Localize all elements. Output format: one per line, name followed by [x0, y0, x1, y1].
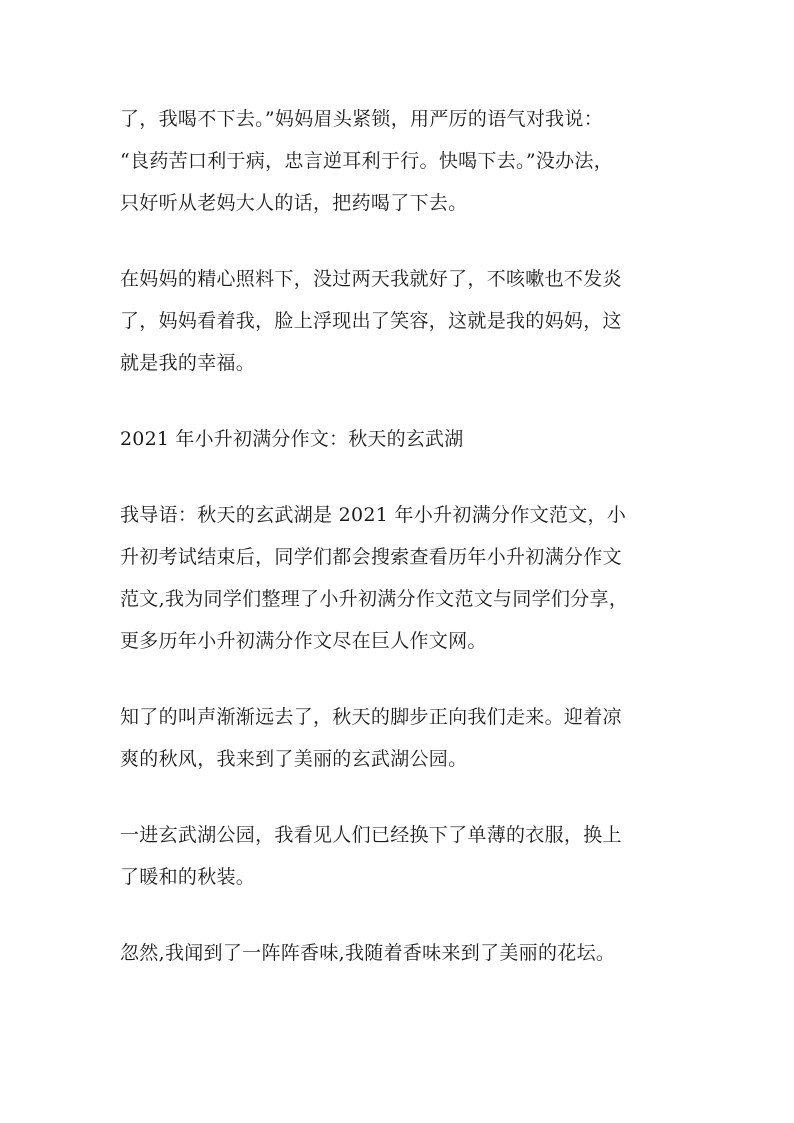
text-line: 在妈妈的精心照料下，没过两天我就好了，不咳嗽也不发炎	[120, 268, 622, 290]
text-line: “良药苦口利于病，忠言逆耳利于行。快喝下去。”没办法，	[120, 150, 614, 172]
essay-title	[120, 418, 680, 460]
text-line: 爽的秋风，我来到了美丽的玄武湖公园。	[120, 748, 468, 770]
text-line: 就是我的幸福。	[120, 352, 256, 374]
paragraph-park-entrance	[120, 814, 680, 898]
paragraph-intro	[120, 494, 680, 662]
text-line: 更多历年小升初满分作文尽在巨人作文网。	[120, 630, 487, 652]
text-line: 了暖和的秋装。	[120, 866, 256, 888]
text-line: 只好听从老妈大人的话，把药喝了下去。	[120, 192, 468, 214]
text-line: 一进玄武湖公园，我看见人们已经换下了单薄的衣服，换上	[120, 824, 622, 846]
text-line: 了，我喝不下去。”妈妈眉头紧锁，用严厉的语气对我说：	[120, 108, 604, 130]
paragraph-recovery	[120, 258, 680, 384]
text-line: 我导语：秋天的玄武湖是 2021 年小升初满分作文范文，小	[120, 504, 627, 526]
text-line: 了，妈妈看着我，脸上浮现出了笑容，这就是我的妈妈，这	[120, 310, 622, 332]
text-line: 知了的叫声渐渐远去了，秋天的脚步正向我们走来。迎着凉	[120, 706, 622, 728]
document-page	[120, 98, 680, 1008]
title-line: 2021 年小升初满分作文：秋天的玄武湖	[120, 428, 464, 450]
paragraph-flower-bed	[120, 932, 680, 974]
text-line: 范文,我为同学们整理了小升初满分作文范文与同学们分享，	[120, 588, 629, 610]
text-line: 忽然,我闻到了一阵阵香味,我随着香味来到了美丽的花坛。	[120, 942, 616, 964]
paragraph-autumn-arrival	[120, 696, 680, 780]
text-line: 升初考试结束后，同学们都会搜索查看历年小升初满分作文	[120, 546, 622, 568]
paragraph-medicine	[120, 98, 680, 224]
